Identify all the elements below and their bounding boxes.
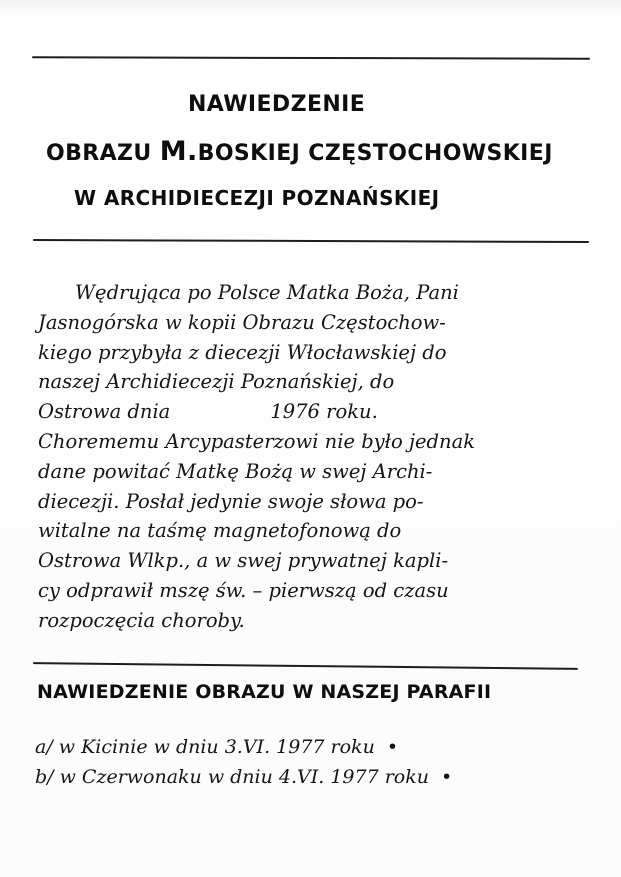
heading-line-3: W ARCHIDIECEZJI POZNAŃSKIEJ — [74, 186, 440, 210]
paragraph-line: witalne na taśmę magnetofonową do — [38, 519, 402, 543]
visit-text: b/ w Czerwonaku w dniu 4.VI. 1977 roku — [35, 766, 429, 788]
section-title: NAWIEDZENIE OBRAZU W NASZEJ PARAFII — [37, 681, 492, 703]
lower-divider — [33, 662, 578, 670]
date-line-start: Ostrowa dnia — [38, 400, 171, 424]
heading-line-1: NAWIEDZENIE — [188, 92, 366, 117]
heading-line-2-rest: BOSKIEJ CZĘSTOCHOWSKIEJ — [197, 141, 553, 166]
top-divider — [32, 56, 590, 59]
heading-line-2-initial: M. — [159, 136, 198, 167]
heading-line-2-prefix: OBRAZU — [46, 141, 160, 166]
heading-line-2 — [46, 136, 553, 167]
date-line-end: 1976 roku. — [270, 400, 378, 424]
visit-item — [35, 732, 595, 762]
paragraph-line: dane powitać Matkę Bożą w swej Archi- — [38, 459, 433, 483]
visit-text: a/ w Kicinie w dniu 3.VI. 1977 roku — [35, 736, 375, 758]
paragraph-date-line — [38, 397, 593, 427]
visit-list — [35, 732, 595, 792]
paragraph-line: Chorememu Arcypasterzowi nie było jednak — [38, 429, 476, 453]
paragraph-line: Ostrowa Wlkp., a w swej prywatnej kapli- — [38, 549, 449, 573]
bullet-mark: • — [386, 736, 399, 758]
paragraph-line: naszej Archidiecezji Poznańskiej, do — [38, 370, 395, 394]
middle-divider — [33, 239, 589, 243]
paragraph-line: kiego przybyła z diecezji Włocławskiej do — [38, 340, 447, 364]
paragraph-line: diecezji. Posłał jedynie swoje słowa po- — [38, 489, 424, 513]
handwritten-paragraph — [38, 278, 593, 636]
paragraph-line: Jasnogórska w kopii Obrazu Częstochow- — [38, 310, 446, 334]
bullet-mark: • — [441, 766, 453, 788]
paragraph-line: cy odprawił mszę św. – pierwszą od czasu — [38, 578, 449, 602]
paragraph-line: Wędrująca po Polsce Matka Boża, Pani — [75, 281, 459, 304]
paragraph-line: rozpoczęcia choroby. — [38, 608, 245, 632]
visit-item — [35, 762, 595, 792]
